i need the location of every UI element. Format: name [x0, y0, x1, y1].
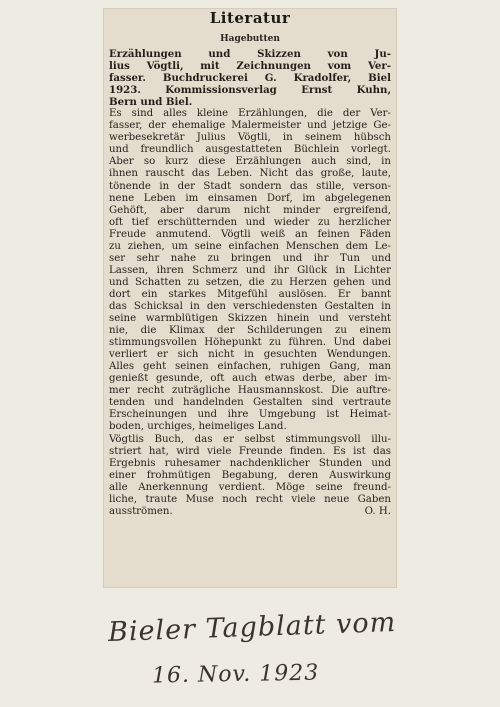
article-line: Gehöft, aber darum nicht minder ergreifend, — [109, 204, 391, 216]
author-signature: O. H. — [364, 505, 391, 517]
article-line: stimmungsvollen Höhepunkt zu führen. Und dabei — [109, 337, 391, 349]
newspaper-clipping — [103, 8, 397, 588]
article-line: lius Vögtli, mit Zeichnungen vom Ver- — [109, 60, 391, 73]
article-line: tenden und handelnden Gestalten sind vertraute — [109, 397, 391, 409]
article-line: liche, traute Muse noch recht viele neue Gaben — [109, 493, 391, 505]
article-line: Bern und Biel. — [109, 96, 193, 109]
article-line: seine warmblütigen Skizzen hinein und versteht — [109, 313, 391, 325]
article-line: oft tief erschütternden und wieder zu herzlicher — [109, 216, 391, 228]
article-line: fasser, der ehemalige Malermeister und jetzige Ge- — [109, 120, 391, 132]
article-line: genießt gesunde, oft auch etwas derbe, aber im- — [109, 373, 391, 385]
article-line: 1923. Kommissionsverlag Ernst Kuhn, — [109, 84, 391, 97]
article-line: mer recht zuträgliche Hausmannskost. Die auftre- — [109, 385, 391, 397]
article-line: Freude anmutend. Vögtli weiß an feinen Fäden — [109, 228, 391, 240]
article-line: Ergebnis ruhesamer nachdenklicher Stunden und — [109, 457, 391, 469]
handwritten-source: Bieler Tagblatt vom — [107, 606, 397, 649]
article-line: striert hat, wird viele Freunde finden. Es ist das — [109, 445, 391, 457]
article-line: Aber so kurz diese Erzählungen auch sind, in — [109, 156, 391, 168]
article-line: Es sind alles kleine Erzählungen, die der Ver- — [109, 108, 391, 120]
handwritten-date: 16. Nov. 1923 — [151, 660, 320, 689]
section-title: Literatur — [209, 9, 291, 27]
article-line: Vögtlis Buch, das er selbst stimmungsvoll illu- — [109, 433, 391, 445]
article-line: einer frohmütigen Begabung, deren Auswirkung — [109, 469, 391, 481]
article-line: nie, die Klimax der Schilderungen zu einem — [109, 325, 391, 337]
article-line: das Schicksal in den verschiedensten Gestalten in — [109, 300, 391, 312]
article-line: verliert er sich nicht in gesuchten Wendungen. — [109, 349, 391, 361]
article-line: ihnen rauscht das Leben. Nicht das große, laute, — [109, 168, 391, 180]
article-line: fasser. Buchdruckerei G. Kradolfer, Biel — [109, 72, 391, 85]
article-line: und freundlich ausgestatteten Büchlein vorlegt. — [109, 144, 391, 156]
article-line: und Schatten zu setzen, die zu Herzen gehen und — [109, 276, 391, 288]
article-line: dort ein starkes Mitgefühl auslösen. Er bannt — [109, 288, 391, 300]
article-line: nene Leben im einsamen Dorf, im abgelegenen — [109, 192, 391, 204]
article-line: werbesekretär Julius Vögtli, in seinem hübsch — [109, 132, 391, 144]
article-line: Erzählungen und Skizzen von Ju- — [109, 48, 391, 60]
article-last-words: ausströmen. — [109, 505, 173, 517]
article-line: Alles geht seinen einfachen, ruhigen Gang, man — [109, 361, 391, 373]
article-title: Hagebutten — [220, 34, 280, 44]
article-line: zu ziehen, um seine einfachen Menschen dem Le- — [109, 240, 391, 252]
article-line: Lassen, ihren Schmerz und ihr Glück in Lichter — [109, 264, 391, 276]
article-line: alle Anerkennung verdient. Möge seine freund- — [109, 481, 391, 493]
article-line: Erscheinungen und ihre Umgebung ist Heimat- — [109, 409, 391, 421]
article-body — [109, 48, 391, 518]
article-line: boden, urchiges, heimeliges Land. — [109, 421, 287, 433]
article-line: ser sehr nahe zu bringen und ihr Tun und — [109, 252, 391, 264]
article-line: tönende in der Stadt sondern das stille, verson- — [109, 180, 391, 192]
article-closing-line — [109, 506, 391, 518]
